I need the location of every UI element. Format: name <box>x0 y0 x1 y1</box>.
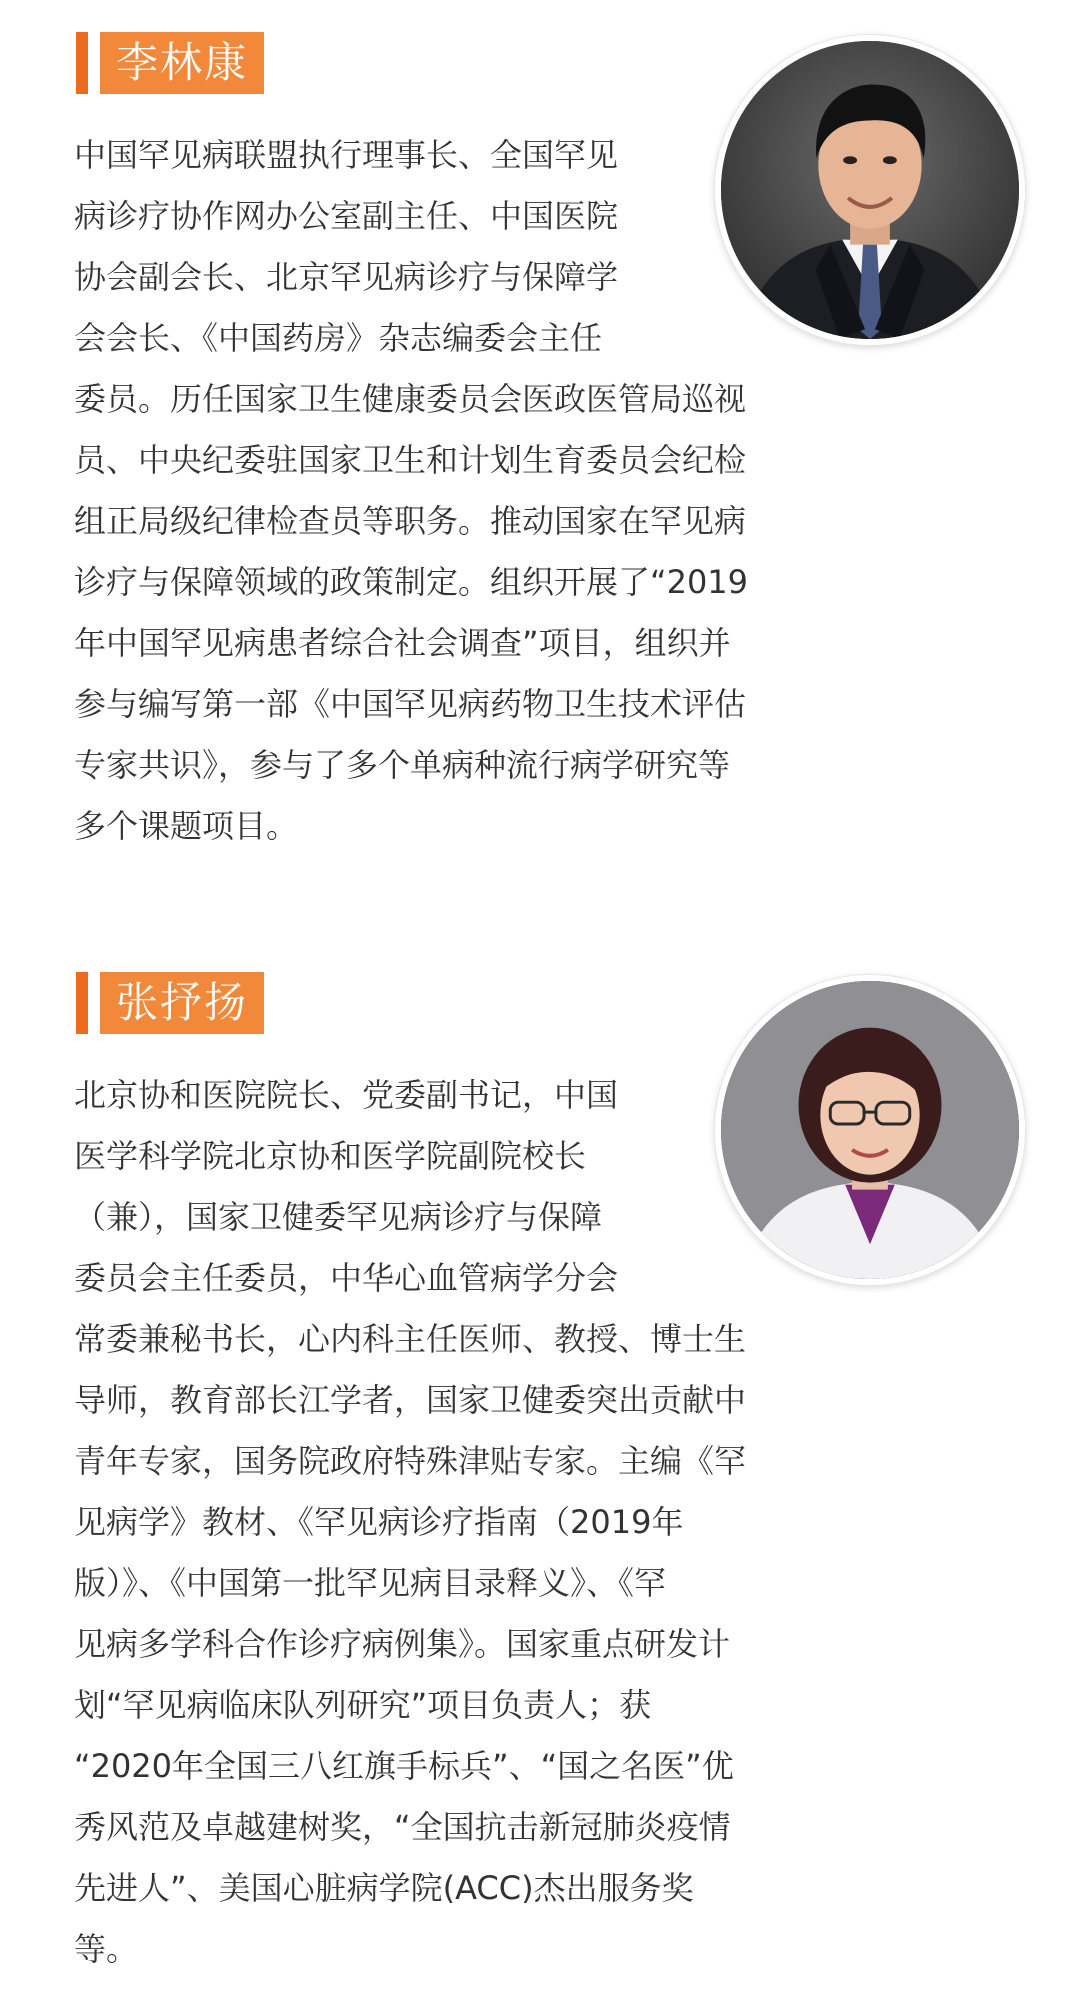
bio-line: 秀风范及卓越建树奖，“全国抗击新冠肺炎疫情 <box>74 1808 731 1846</box>
bio-line: （兼），国家卫健委罕见病诊疗与保障 <box>74 1198 603 1236</box>
bio-line: “2020年全国三八红旗手标兵”、“国之名医”优 <box>74 1747 734 1785</box>
bio-line: 划“罕见病临床队列研究”项目负责人；获 <box>74 1686 652 1724</box>
bio-line: 等。 <box>74 1930 139 1968</box>
bio-line: 先进人”、美国心脏病学院(ACC)杰出服务奖 <box>74 1869 694 1907</box>
name-tag <box>76 972 264 1034</box>
portrait-man-icon <box>721 41 1019 339</box>
bio-line: 北京协和医院院长、党委副书记，中国 <box>74 1076 619 1114</box>
bio-line: 病诊疗协作网办公室副主任、中国医院 <box>74 197 619 235</box>
bio-line: 中国罕见病联盟执行理事长、全国罕见 <box>74 136 619 174</box>
bio-line: 专家共识》，参与了多个单病种流行病学研究等 <box>74 746 731 784</box>
bio-line: 委员。历任国家卫生健康委员会医政医管局巡视 <box>74 380 747 418</box>
bio-line: 见病学》教材、《罕见病诊疗指南（2019年 <box>74 1503 684 1541</box>
bio-line: 年中国罕见病患者综合社会调查”项目，组织并 <box>74 624 731 662</box>
bio-line: 诊疗与保障领域的政策制定。组织开展了“2019 <box>74 563 749 601</box>
bio-line: 会会长、《中国药房》杂志编委会主任 <box>74 319 603 357</box>
bio-text <box>74 125 748 857</box>
person-name: 李林康 <box>100 32 264 94</box>
bio-line: 协会副会长、北京罕见病诊疗与保障学 <box>74 258 619 296</box>
bio-line: 版）》、《中国第一批罕见病目录释义》、《罕 <box>74 1564 667 1602</box>
bio-line: 见病多学科合作诊疗病例集》。国家重点研发计 <box>74 1625 731 1663</box>
profile-section-zhang-shuyang <box>0 940 1080 2004</box>
portrait-photo <box>715 35 1025 345</box>
bio-line: 员、中央纪委驻国家卫生和计划生育委员会纪检 <box>74 441 747 479</box>
accent-bar <box>76 32 88 94</box>
bio-line: 导师，教育部长江学者，国家卫健委突出贡献中 <box>74 1381 747 1419</box>
bio-line: 多个课题项目。 <box>74 807 299 845</box>
profile-section-li-linkang <box>0 0 1080 880</box>
bio-line: 组正局级纪律检查员等职务。推动国家在罕见病 <box>74 502 747 540</box>
accent-bar <box>76 972 88 1034</box>
name-tag <box>76 32 264 94</box>
bio-line: 青年专家，国务院政府特殊津贴专家。主编《罕 <box>74 1442 747 1480</box>
bio-line: 参与编写第一部《中国罕见病药物卫生技术评估 <box>74 685 747 723</box>
person-name: 张抒扬 <box>100 972 264 1034</box>
bio-line: 常委兼秘书长，心内科主任医师、教授、博士生 <box>74 1320 747 1358</box>
portrait-photo <box>715 975 1025 1285</box>
bio-line: 医学科学院北京协和医学院副院校长 <box>74 1137 587 1175</box>
bio-line: 委员会主任委员，中华心血管病学分会 <box>74 1259 619 1297</box>
portrait-woman-icon <box>721 981 1019 1279</box>
bio-text <box>74 1065 746 1980</box>
